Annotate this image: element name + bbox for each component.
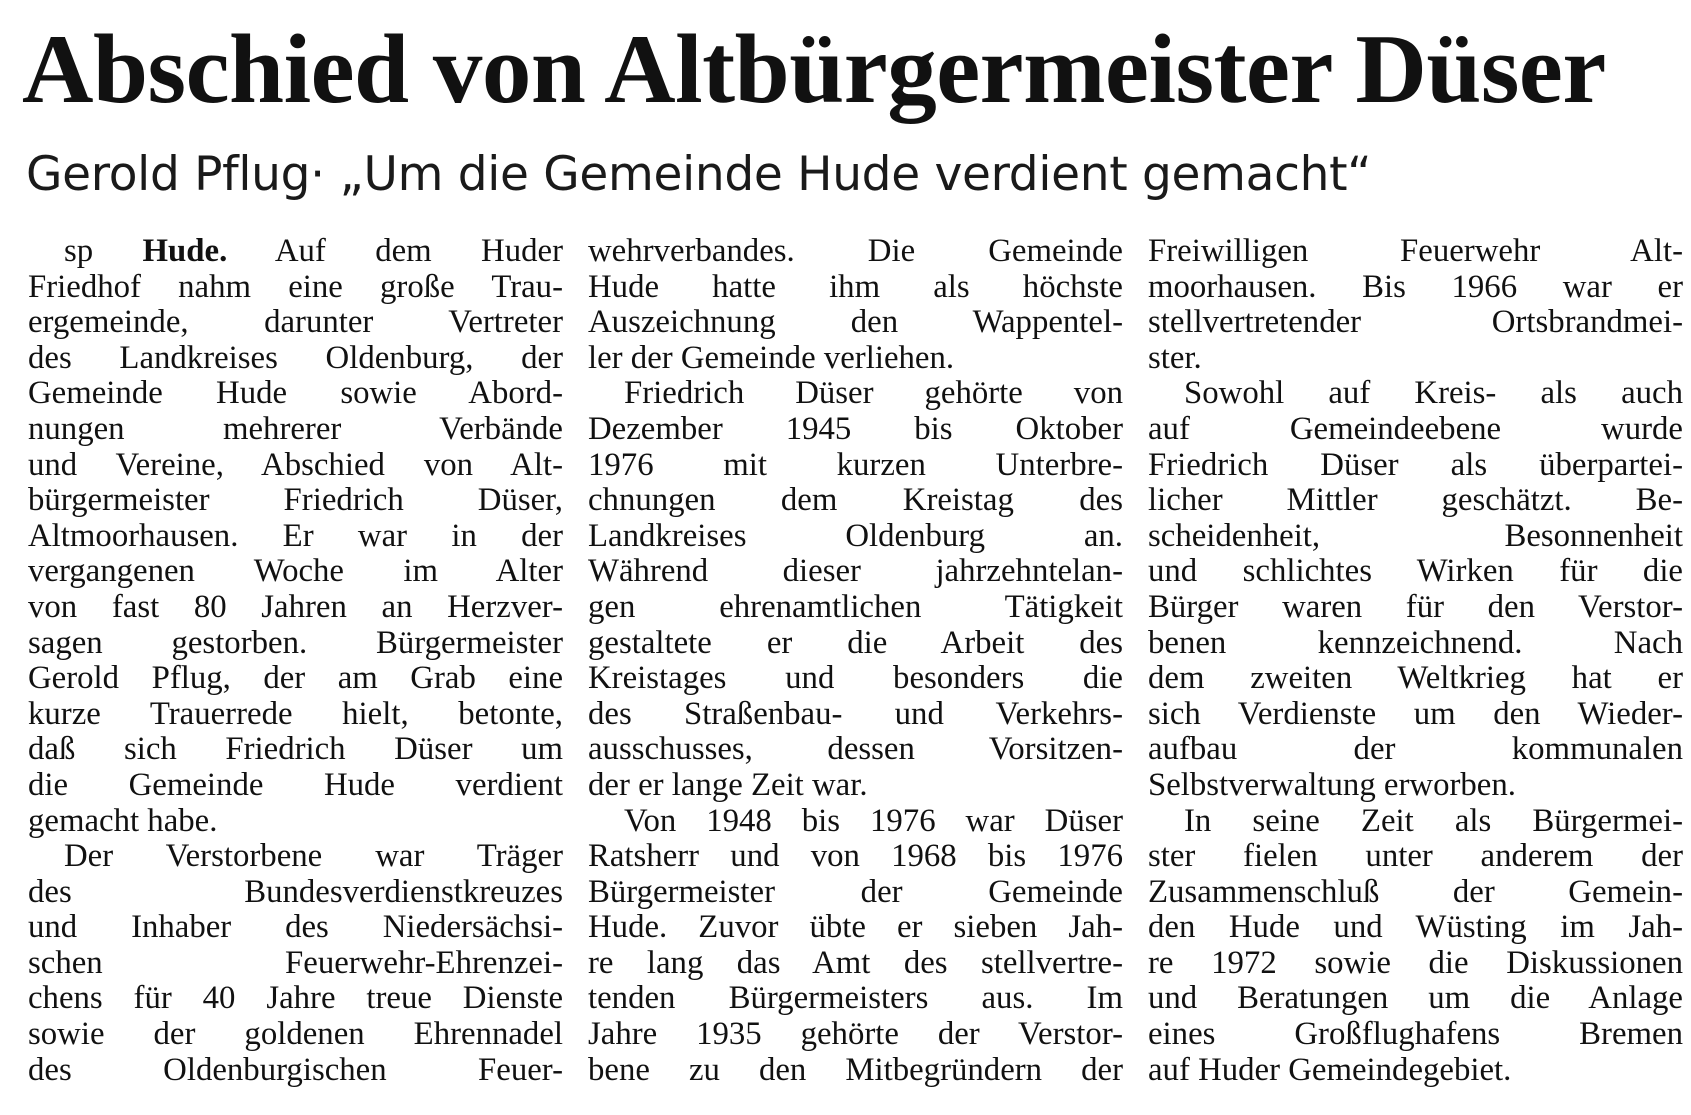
text-line: Der Verstorbene war Träger	[64, 838, 563, 875]
text-column-3	[1148, 234, 1683, 1088]
text-line: Gerold Pflug, der am Grab eine	[28, 660, 563, 697]
text-line: scheidenheit, Besonnenheit	[1148, 517, 1683, 554]
text-line: Friedrich Düser gehörte von	[624, 375, 1123, 412]
text-line: ausschusses, dessen Vorsitzen-	[588, 731, 1123, 768]
text-line: die Gemeinde Hude verdient	[28, 766, 563, 803]
byline-initials: sp	[64, 233, 143, 269]
text-line: Gemeinde Hude sowie Abord-	[28, 375, 563, 412]
text-line: Dezember 1945 bis Oktober	[588, 410, 1123, 447]
text-line: ster.	[1148, 339, 1202, 376]
text-line: sagen gestorben. Bürgermeister	[28, 624, 563, 661]
text-line: auf Huder Gemeindegebiet.	[1148, 1051, 1512, 1088]
text-line: Von 1948 bis 1976 war Düser	[624, 802, 1123, 839]
text-line: Sowohl auf Kreis- als auch	[1184, 375, 1683, 412]
text-line: 1976 mit kurzen Unterbre-	[588, 446, 1123, 483]
text-line: eines Großflughafens Bremen	[1148, 1016, 1683, 1053]
text-line: des Landkreises Oldenburg, der	[28, 339, 563, 376]
text-line: gen ehrenamtlichen Tätigkeit	[588, 588, 1123, 625]
text-line: chens für 40 Jahre treue Dienste	[28, 980, 563, 1017]
text-line: des Bundesverdienstkreuzes	[28, 873, 563, 910]
dateline-place: Hude.	[142, 233, 228, 269]
text-line: kurze Trauerrede hielt, betonte,	[28, 695, 563, 732]
text-line: chnungen dem Kreistag des	[588, 482, 1123, 519]
text-line: licher Mittler geschätzt. Be-	[1148, 482, 1683, 519]
text-line: Hude. Zuvor übte er sieben Jah-	[588, 909, 1123, 946]
text-line: tenden Bürgermeisters aus. Im	[588, 980, 1123, 1017]
text-line: des Oldenburgischen Feuer-	[28, 1051, 563, 1088]
subheadline: Gerold Pflug· „Um die Gemeinde Hude verdient gemacht“	[26, 147, 1372, 202]
text-line: des Straßenbau- und Verkehrs-	[588, 695, 1123, 732]
text-line: nungen mehrerer Verbände	[28, 410, 563, 447]
text-line: bürgermeister Friedrich Düser,	[28, 482, 563, 519]
text-line: den Hude und Wüsting im Jah-	[1148, 909, 1683, 946]
text-line: und schlichtes Wirken für die	[1148, 553, 1683, 590]
text-line: In seine Zeit als Bürgermei-	[1184, 802, 1683, 839]
text-line: stellvertretender Ortsbrandmei-	[1148, 304, 1683, 341]
text-line: und Vereine, Abschied von Alt-	[28, 446, 563, 483]
text-line: Freiwilligen Feuerwehr Alt-	[1148, 233, 1683, 269]
text-line: sowie der goldenen Ehrennadel	[28, 1016, 563, 1053]
text-line: gemacht habe.	[28, 802, 218, 839]
text-line: sich Verdienste um den Wieder-	[1148, 695, 1683, 732]
text-line: benen kennzeichnend. Nach	[1148, 624, 1683, 661]
text-line: Zusammenschluß der Gemein-	[1148, 873, 1683, 910]
text-line: Bürger waren für den Verstor-	[1148, 588, 1683, 625]
text-column-1	[28, 234, 563, 1088]
text-line: Friedrich Düser als überpartei-	[1148, 446, 1683, 483]
text-line: ler der Gemeinde verliehen.	[588, 339, 955, 376]
text-line: auf Gemeindeebene wurde	[1148, 410, 1683, 447]
text-line: gestaltete er die Arbeit des	[588, 624, 1123, 661]
text-line: und Beratungen um die Anlage	[1148, 980, 1683, 1017]
text-line: Landkreises Oldenburg an.	[588, 517, 1123, 554]
text-line: re 1972 sowie die Diskussionen	[1148, 944, 1683, 981]
text-line: Jahre 1935 gehörte der Verstor-	[588, 1016, 1123, 1053]
text-line: ergemeinde, darunter Vertreter	[28, 304, 563, 341]
text-line: bene zu den Mitbegründern der	[588, 1051, 1123, 1088]
text-line: Kreistages und besonders die	[588, 660, 1123, 697]
text-line: wehrverbandes. Die Gemeinde	[588, 233, 1123, 269]
text-line: ster fielen unter anderem der	[1148, 838, 1683, 875]
text-column-2	[588, 234, 1123, 1088]
text-line: Ratsherr und von 1968 bis 1976	[588, 838, 1123, 875]
text-line: Auszeichnung den Wappentel-	[588, 304, 1123, 341]
text-line: Friedhof nahm eine große Trau-	[28, 268, 563, 305]
line-text: Auf dem Huder	[227, 233, 563, 269]
text-line: vergangenen Woche im Alter	[28, 553, 563, 590]
text-line: schen Feuerwehr-Ehrenzei-	[28, 944, 563, 981]
text-line: Hude hatte ihm als höchste	[588, 268, 1123, 305]
text-line: Altmoorhausen. Er war in der	[28, 517, 563, 554]
text-line: von fast 80 Jahren an Herzver-	[28, 588, 563, 625]
headline: Abschied von Altbürgermeister Düser	[22, 15, 1606, 124]
text-line	[28, 234, 563, 270]
text-line: und Inhaber des Niedersächsi-	[28, 909, 563, 946]
text-line: moorhausen. Bis 1966 war er	[1148, 268, 1683, 305]
text-line: Bürgermeister der Gemeinde	[588, 873, 1123, 910]
text-line: Während dieser jahrzehntelan-	[588, 553, 1123, 590]
text-line: Selbstverwaltung erworben.	[1148, 766, 1516, 803]
text-line: daß sich Friedrich Düser um	[28, 731, 563, 768]
text-line: dem zweiten Weltkrieg hat er	[1148, 660, 1683, 697]
text-line: re lang das Amt des stellvertre-	[588, 944, 1123, 981]
text-line: aufbau der kommunalen	[1148, 731, 1683, 768]
text-line: der er lange Zeit war.	[588, 766, 868, 803]
